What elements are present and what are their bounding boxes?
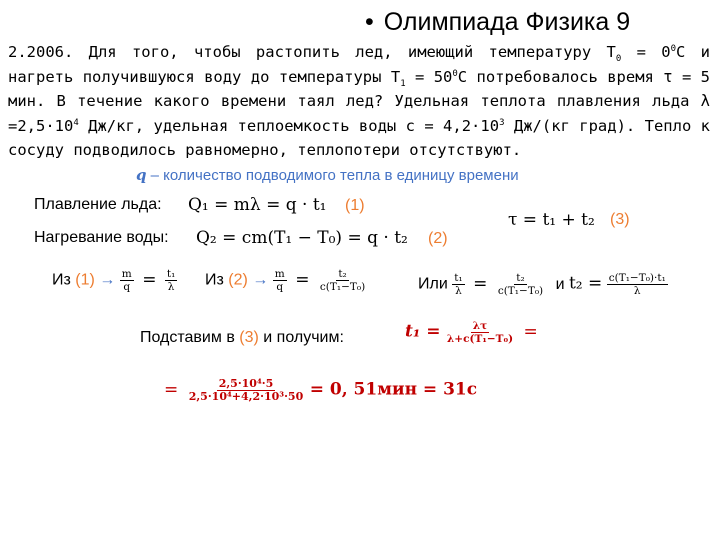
problem-text: С потребовалось время τ = 5 мин. В течение какого времени таял лед? Удельная теплота плавления льда λ =2,5·10: [8, 67, 710, 135]
subscript: 0: [615, 54, 622, 65]
equals-sign: =: [473, 273, 488, 294]
frac-numerator: c(T₁−T₀)·t₁: [608, 272, 666, 284]
melting-label: Плавление льда:: [34, 196, 162, 213]
fraction-m-q: [273, 268, 287, 293]
fraction-final-numeric: [187, 378, 306, 403]
frac-denominator: c(T₁−T₀): [319, 281, 366, 293]
fraction-t2-cT: [496, 272, 545, 297]
frac-denominator: c(T₁−T₀): [497, 285, 544, 297]
ref-tag-3: (3): [239, 329, 259, 346]
frac-numerator: λτ: [472, 320, 488, 332]
frac-numerator: 2,5·10⁴·5: [218, 377, 274, 390]
or-row: [418, 272, 668, 297]
frac-denominator: λ: [633, 285, 641, 297]
fraction-t2-cT: [318, 268, 367, 293]
or-word: Или: [418, 275, 448, 293]
frac-denominator: λ: [167, 281, 175, 293]
title-text: Олимпиада Физика 9: [383, 8, 631, 36]
problem-text: С и нагреть получившуюся воду до температуры T: [8, 43, 710, 86]
t1-formula: [405, 320, 542, 345]
ref-tag-1: (1): [75, 271, 95, 289]
equals-sign: =: [295, 269, 310, 290]
q-symbol: q: [136, 166, 147, 184]
q-definition: [136, 166, 519, 184]
frac-denominator: 2,5·10⁴+4,2·10³·50: [188, 390, 304, 403]
frac-denominator: q: [276, 281, 284, 293]
equals-sign: =: [142, 269, 157, 290]
from-word: Из: [205, 271, 224, 289]
frac-numerator: m: [121, 268, 132, 280]
equation-tag-1: (1): [345, 197, 365, 214]
final-result: = 0, 51мин = 31с: [309, 379, 478, 400]
problem-statement: [8, 40, 710, 163]
superscript: 0: [670, 43, 676, 54]
melting-row: [34, 196, 162, 214]
substitute-row: [140, 329, 344, 347]
final-result-row: [160, 378, 477, 403]
from-1-row: [52, 268, 177, 293]
slide-title: [365, 8, 630, 37]
heating-label: Нагревание воды:: [34, 229, 169, 246]
fraction-t1-lambda: [452, 272, 464, 297]
q-definition-text: – количество подводимого тепла в единицу времени: [146, 167, 519, 184]
arrow-icon: →: [252, 271, 269, 289]
problem-text: 2.2006. Для того, чтобы растопить лед, имеющий температуру T: [8, 43, 616, 61]
frac-numerator: t₂: [516, 272, 525, 284]
tau-equation: τ = t₁ + t₂: [508, 210, 595, 230]
heating-equation: Q₂ = cm(T₁ − T₀) = q · t₂: [196, 228, 408, 248]
and-word: и: [555, 275, 565, 293]
substitute-tail: и получим:: [263, 329, 344, 346]
fraction-t2-expression: [607, 272, 668, 297]
subscript: 1: [400, 78, 406, 89]
problem-text: Дж/кг, удельная теплоемкость воды c = 4,2·10: [78, 116, 500, 135]
frac-numerator: m: [274, 268, 285, 280]
equals-sign: =: [164, 379, 179, 400]
frac-denominator: λ: [455, 285, 462, 297]
equals-sign: =: [523, 321, 538, 342]
problem-text: Дж/(кг град). Тепло к сосуду подводилось равномерно, теплопотери отсутствуют.: [8, 116, 710, 159]
superscript: 4: [73, 117, 79, 128]
fraction-m-q: [120, 268, 134, 293]
from-word: Из: [52, 271, 71, 289]
fraction-t1-result: [445, 320, 515, 345]
frac-numerator: t₁: [166, 268, 176, 280]
ref-tag-2: (2): [228, 271, 248, 289]
from-2-row: [205, 268, 367, 293]
frac-numerator: t₁: [454, 272, 463, 284]
t1-lhs: t₁ =: [405, 321, 441, 342]
frac-denominator: q: [123, 281, 131, 293]
substitute-text: Подставим в: [140, 329, 235, 346]
arrow-icon: →: [99, 271, 116, 289]
problem-text: = 0: [621, 43, 671, 61]
equation-tag-2: (2): [428, 230, 448, 247]
problem-text: = 50: [405, 67, 453, 86]
melting-equation: Q₁ = mλ = q · t₁: [188, 195, 327, 215]
superscript: 0: [452, 68, 458, 79]
frac-numerator: t₂: [338, 268, 347, 280]
superscript: 3: [499, 117, 505, 128]
title-bullet: •: [365, 8, 374, 36]
equation-tag-3: (3): [610, 211, 630, 228]
frac-denominator: λ+c(T₁−T₀): [446, 333, 514, 345]
fraction-t1-lambda: [165, 268, 177, 293]
t2-lhs: t₂ =: [568, 273, 603, 294]
